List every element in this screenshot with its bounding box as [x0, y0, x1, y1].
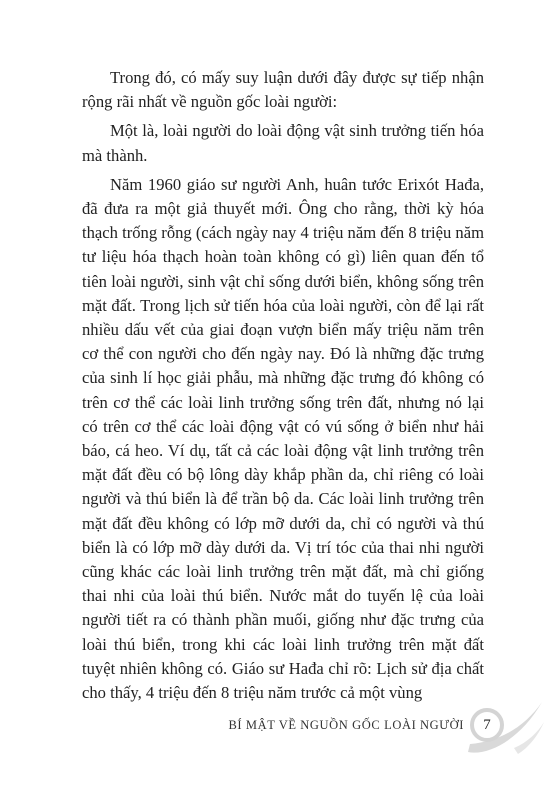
paragraph-1: Trong đó, có mấy suy luận dưới đây được sự tiếp nhận rộng rãi nhất về nguồn gốc loài người: — [82, 68, 484, 112]
page-number-badge — [470, 708, 504, 742]
paragraph-2: Một là, loài người do loài động vật sinh trưởng tiến hóa mà thành. — [82, 121, 484, 165]
body-text — [82, 66, 484, 710]
running-footer-title: BÍ MẬT VỀ NGUỒN GỐC LOÀI NGƯỜI — [228, 718, 464, 732]
paragraph-3: Năm 1960 giáo sư người Anh, huân tước Erixót Hađa, đã đưa ra một giả thuyết mới. Ông cho rằng, thời kỳ hóa thạch trống rỗng (cách ngày nay 4 triệu năm đến 8 triệu năm tư liệu hóa thạch hoàn toàn không có gì) liên quan đến tổ tiên loài người, sinh vật chỉ sống dưới biển, không sống trên mặt đất. Trong lịch sử tiến hóa của loài người, còn để lại rất nhiều dấu vết của giai đoạn vượn biển mấy triệu năm trên cơ thể con người cho đến ngày nay. Đó là những đặc trưng của sinh lí học giải phẫu, mà những đặc trưng đó không có trên cơ thể các loài linh trưởng sống trên đất, nhưng nó lại có trên cơ thể các loài động vật có vú sống ở biển như hải báo, cá heo. Ví dụ, tất cả các loài động vật linh trưởng trên mặt đất đều có bộ lông dày khắp phần da, chỉ riêng có loài người và thú biển là để trần bộ da. Các loài linh trưởng trên mặt đất đều không có lớp mỡ dưới da, chỉ có người và thú biển là có lớp mỡ dày dưới da. Vị trí tóc của thai nhi người cũng khác các loài linh trưởng trên mặt đất, mà chỉ giống thai nhi của loài thú biển. Nước mắt do tuyến lệ của loài người tiết ra có thành phần muối, giống như đặc trưng của loài thú biển, trong khi các loài linh trưởng trên mặt đất tuyệt nhiên không có. Giáo sư Hađa chỉ rõ: Lịch sử địa chất cho thấy, 4 triệu đến 8 triệu năm trước cả một vùng — [82, 174, 484, 703]
page-number: 7 — [483, 716, 491, 733]
